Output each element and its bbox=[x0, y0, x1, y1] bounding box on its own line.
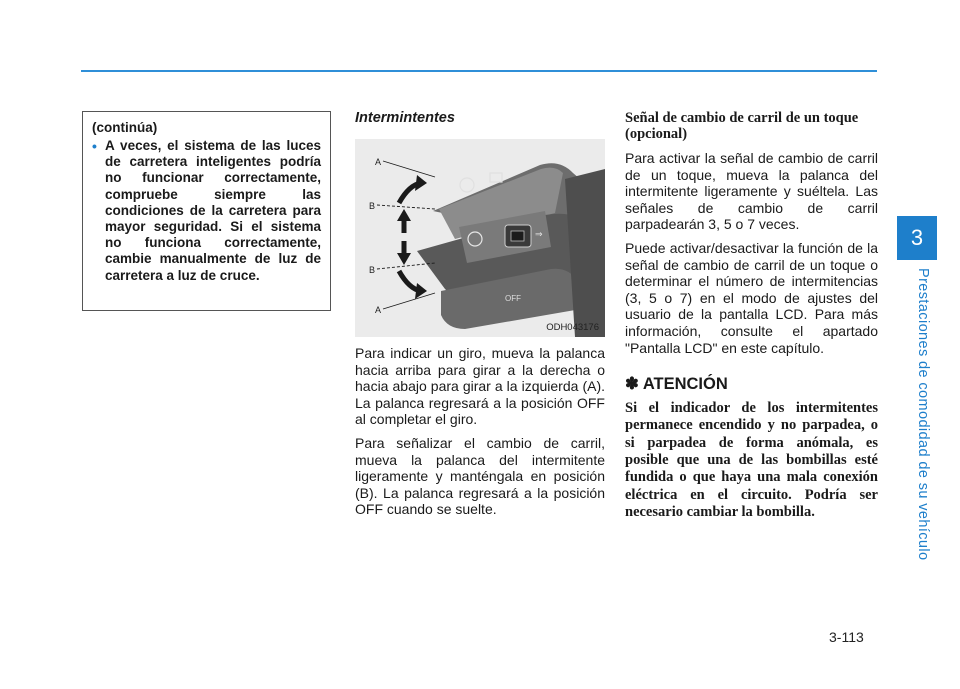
paragraph: Para indicar un giro, mueva la palanca hacia arriba para girar a la derecha o hacia abajo para girar a la izquierda (A). La palanca regresará a la posición OFF al completar el giro. bbox=[355, 345, 605, 428]
bullet-icon: • bbox=[92, 138, 97, 154]
svg-text:OFF: OFF bbox=[505, 294, 521, 303]
caution-text: Si el indicador de los intermitentes permanece encendido y no parpadea, o si parpadea de forma anómala, es posible que una de las bombillas esté fundida o que haya una mala conexión eléctrica en el circuito. Podría ser necesario cambiar la bombilla. bbox=[625, 400, 878, 520]
svg-text:⇒: ⇒ bbox=[535, 229, 543, 239]
figure-label-a-bottom: A bbox=[375, 305, 382, 315]
page-number: 3-113 bbox=[829, 629, 864, 645]
chapter-title: Prestaciones de comodidad de su vehículo bbox=[915, 268, 931, 561]
note-item-text: A veces, el sistema de las luces de carretera inteligentes podría no funcionar correctamente, compruebe siempre las condiciones de la carretera para mayor seguridad. Si el sistema no funciona correctamente, cambie manualmente de luz de carretera a luz de cruce. bbox=[105, 138, 321, 283]
lane-change-section bbox=[625, 110, 878, 521]
figure-label-b-top: B bbox=[369, 201, 376, 211]
turn-signal-section bbox=[355, 110, 605, 525]
note-heading: (continúa) bbox=[92, 120, 158, 135]
paragraph: Para señalizar el cambio de carril, mueva la palanca del intermitente ligeramente y manténgala en posición (B). La palanca regresará a la posición OFF cuando se suelte. bbox=[355, 434, 605, 518]
figure-label-a-top: A bbox=[375, 157, 382, 167]
caution-title: ATENCIÓN bbox=[642, 374, 728, 393]
chapter-number: 3 bbox=[910, 225, 924, 250]
note-item bbox=[92, 138, 321, 284]
paragraph: Para activar la señal de cambio de carril de un toque, mueva la palanca del intermitente ligeramente y suéltela. Las señales de cambio de carril parpadearán 3, 5 o 7 veces. bbox=[625, 150, 878, 233]
caution-heading bbox=[625, 374, 878, 394]
figure-label-b-bottom: B bbox=[369, 265, 376, 275]
note-box bbox=[82, 111, 331, 311]
top-rule bbox=[81, 70, 877, 72]
turn-signal-lever-figure bbox=[355, 139, 605, 337]
section-title-lane-change: Señal de cambio de carril de un toque (opcional) bbox=[625, 110, 859, 142]
asterisk-icon: ✽ bbox=[625, 375, 639, 394]
section-title-intermitentes: Intermintentes bbox=[355, 110, 455, 126]
paragraph: Puede activar/desactivar la función de la señal de cambio de carril de un toque o determinar el número de intermitencias (3, 5 o 7) en el modo de ajustes del usuario de la pantalla LCD. Para más información, consulte el apartado "Pantalla LCD" en este capítulo. bbox=[625, 239, 878, 356]
chapter-tab bbox=[897, 216, 937, 260]
figure-code: ODH043176 bbox=[546, 322, 599, 333]
lever-illustration bbox=[355, 139, 605, 337]
